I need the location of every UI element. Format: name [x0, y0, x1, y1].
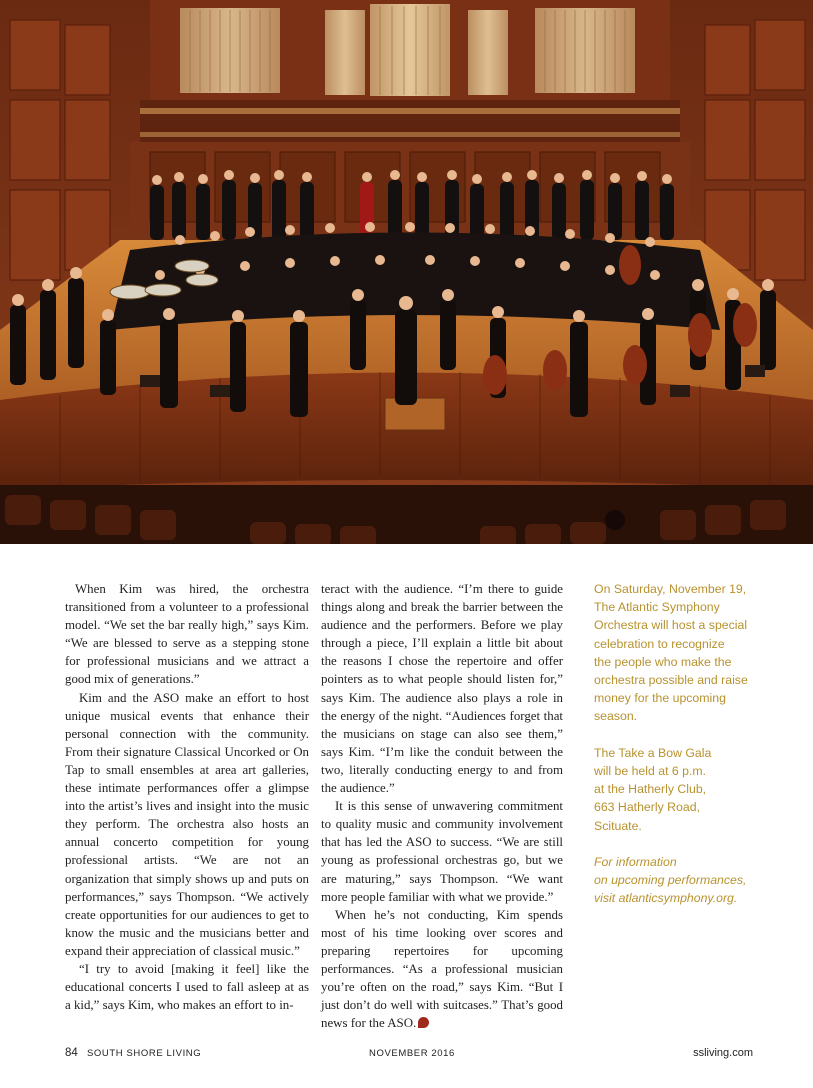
magazine-name: SOUTH SHORE LIVING	[87, 1048, 202, 1059]
paragraph: Kim and the ASO make an effort to host unique musical events that enhance their personal connection with the community. From their signature Classical Uncorked or On Tap to small ensembles at area art galleries, these intimate performances offer a glimpse into the artist’s lives and insight into the music they perform. The orchestra also hosts an annual concerto competition for young professional artists. “We are not an organization that simply shows up and puts on performances,” says Thompson. “We actively create opportunities for our audiences to get to know the music and the musicians better and expand their appreciation of classical music.”	[65, 690, 309, 958]
sidebar-line: The Take a Bow Gala	[594, 745, 712, 760]
sidebar-line: On Saturday, November 19,	[594, 582, 747, 596]
more-info	[594, 853, 754, 908]
paragraph: “I try to avoid [making it feel] like the educational concerts I used to fall asleep at as a kid,” says Kim, who makes an effort to in-	[65, 961, 309, 1013]
paragraph-final	[321, 906, 563, 1033]
organ-pipes	[180, 4, 635, 96]
website-url[interactable]: ssliving.com	[693, 1047, 753, 1059]
paragraph: It is this sense of unwavering commitment to quality music and community involvement that has led the ASO to success. “We are still young as professional orchestras go, but we are maturing,” says Thompson. “We want more people familiar with what we provide.”	[321, 799, 563, 904]
page-number: 84	[65, 1047, 78, 1059]
sidebar-line: For information	[594, 855, 677, 870]
sidebar-line: will be held at 6 p.m.	[594, 764, 707, 779]
sidebar-line: season.	[594, 709, 638, 724]
sidebar-line: at the Hatherly Club,	[594, 782, 707, 797]
sidebar-line: celebration to recognize	[594, 636, 725, 651]
sidebar-line: 663 Hatherly Road,	[594, 800, 700, 815]
sidebar-line: on upcoming performances,	[594, 873, 747, 888]
event-sidebar	[594, 580, 754, 926]
sidebar-line: orchestra possible and raise	[594, 673, 748, 688]
article-column-2	[321, 580, 563, 1032]
end-of-article-icon	[418, 1017, 429, 1028]
sidebar-line: money for the upcoming	[594, 691, 726, 706]
sidebar-line: Scituate.	[594, 818, 642, 833]
website-link[interactable]: visit atlanticsymphony.org.	[594, 891, 738, 906]
sidebar-line: the people who make the	[594, 654, 732, 669]
sidebar-line: The Atlantic Symphony	[594, 600, 720, 615]
sidebar-line: Orchestra will host a special	[594, 618, 748, 633]
article-column-1	[65, 580, 309, 1014]
paragraph: teract with the audience. “I’m there to guide things along and break the barrier between the audience and the performers. Before we play through a piece, I’ll explain a little bit about the reasons I chose the repertoire and offer pointers as to what people should listen for,” says Kim. The audience also plays a role in the energy of the night. “Audiences forget that the musicians on stage can also see them,” says Kim. “I’m like the conduit between the two, literally conducting energy to and from the audience.”	[321, 582, 563, 796]
gala-details	[594, 744, 754, 835]
event-announcement	[594, 580, 754, 726]
paragraph: When Kim was hired, the orchestra transitioned from a volunteer to a professional model. “We set the bar really high,” says Kim. “We are blessed to serve as a stepping stone for professional musicians and we attract a good mix of generations.”	[65, 582, 309, 687]
page-footer	[65, 1048, 753, 1064]
issue-date: NOVEMBER 2016	[369, 1048, 455, 1059]
paragraph-text: When he’s not conducting, Kim spends most of his time looking over scores and preparing repertoires for upcoming performances. “As a professional musician you’re often on the road,” says Kim. “But I just don’t do well with suitcases.” That’s good news for the ASO.	[321, 907, 563, 1031]
